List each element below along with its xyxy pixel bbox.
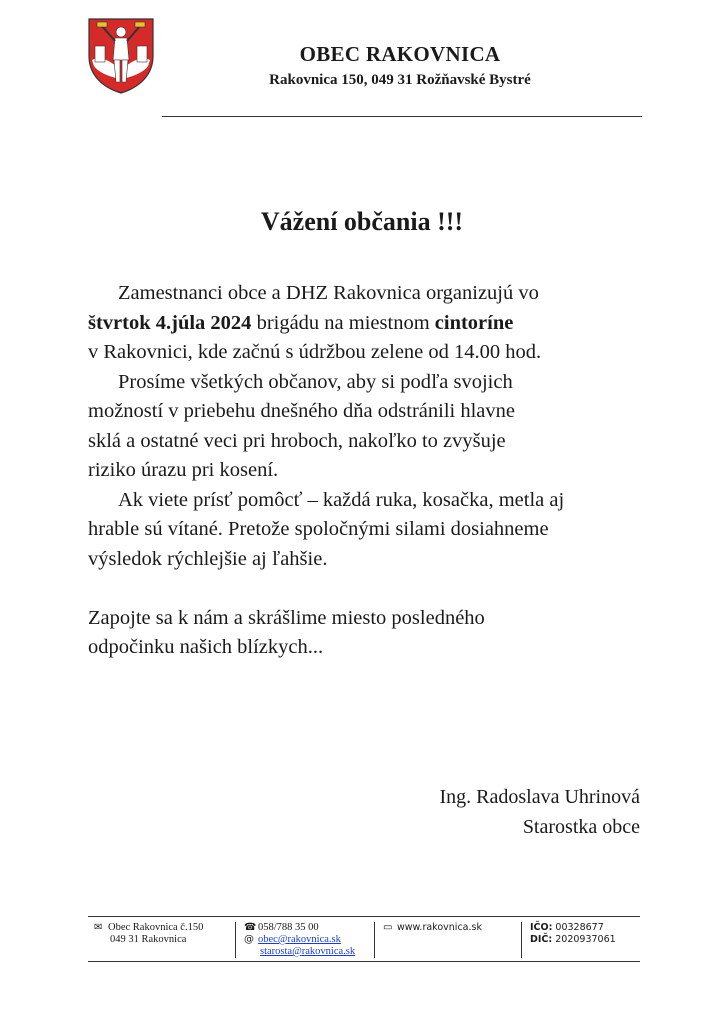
paragraph-2 [88, 368, 648, 486]
ico-label: IČO: [530, 922, 553, 933]
paragraph-1 [88, 279, 648, 368]
text-line: možností v priebehu dnešného dňa odstránili hlavne [88, 400, 515, 422]
municipality-name: OBEC RAKOVNICA [299, 42, 501, 66]
paragraph-4 [88, 604, 648, 663]
paragraph-3 [88, 486, 648, 575]
text-line: Ak viete prísť pomôcť – každá ruka, kosačka, metla aj [118, 488, 565, 511]
footer-email-row-2 [244, 946, 379, 958]
coat-of-arms-icon [86, 16, 156, 96]
greeting-heading: Vážení občania !!! [260, 207, 464, 236]
header-divider [162, 116, 642, 117]
signature-block [439, 782, 640, 842]
footer-address [88, 922, 238, 958]
footer-address-line1: Obec Rakovnica č.150 [108, 922, 204, 933]
event-date: štvrtok 4.júla 2024 [88, 311, 252, 334]
monitor-icon: ▭ [383, 922, 393, 933]
text-line: sklá a ostatné veci pri hroboch, nakoľko to zvyšuje [88, 429, 506, 452]
footer-ids [521, 922, 648, 958]
text-line: Prosíme všetkých občanov, aby si podľa svojich [118, 370, 513, 393]
municipality-address: Rakovnica 150, 049 31 Rožňavské Bystré [269, 72, 531, 88]
text-line: Zapojte sa k nám a skrášlime miesto posledného [88, 606, 485, 629]
text-line: v Rakovnici, kde začnú s údržbou zelene od 14.00 hod. [88, 341, 542, 363]
text-fragment: brigádu na miestnom [251, 311, 435, 334]
text-line [88, 309, 648, 339]
envelope-icon: ✉ [94, 922, 103, 933]
footer-phone: 058/788 35 00 [258, 922, 319, 933]
dic-label: DIČ: [530, 934, 553, 945]
footer-contact-bar [88, 916, 640, 962]
web-link[interactable]: www.rakovnica.sk [397, 922, 482, 933]
email-link-starosta[interactable]: starosta@rakovnica.sk [260, 946, 356, 957]
event-location: cintoríne [434, 311, 514, 334]
dic-value: 2020937061 [555, 934, 616, 945]
footer-phone-email [235, 922, 379, 958]
footer-dic-row [530, 934, 648, 946]
text-line: Zamestnanci obce a DHZ Rakovnica organizujú vo [118, 282, 539, 304]
footer-phone-row [244, 922, 379, 934]
text-line: hrable sú vítané. Pretože spoločnými silami dosiahneme [88, 518, 549, 540]
announcement-body [88, 279, 648, 663]
text-line: odpočinku našich blízkych... [88, 636, 324, 658]
text-line: výsledok rýchlejšie aj ľahšie. [88, 547, 328, 570]
signatory-name: Ing. Radoslava Uhrinová [439, 786, 640, 808]
footer-email-row [244, 934, 379, 946]
footer-address-line [94, 922, 238, 934]
footer-web-row [383, 922, 527, 934]
footer-web [374, 922, 527, 958]
signatory-role: Starostka obce [522, 816, 640, 838]
text-line: riziko úrazu pri kosení. [88, 459, 279, 481]
at-icon: @ [244, 934, 254, 945]
footer-ico-row [530, 922, 648, 934]
email-link-obec[interactable]: obec@rakovnica.sk [258, 934, 341, 945]
phone-icon: ☎ [244, 922, 257, 933]
footer-address-line2: 049 31 Rakovnica [110, 934, 187, 945]
ico-value: 00328677 [555, 922, 604, 933]
